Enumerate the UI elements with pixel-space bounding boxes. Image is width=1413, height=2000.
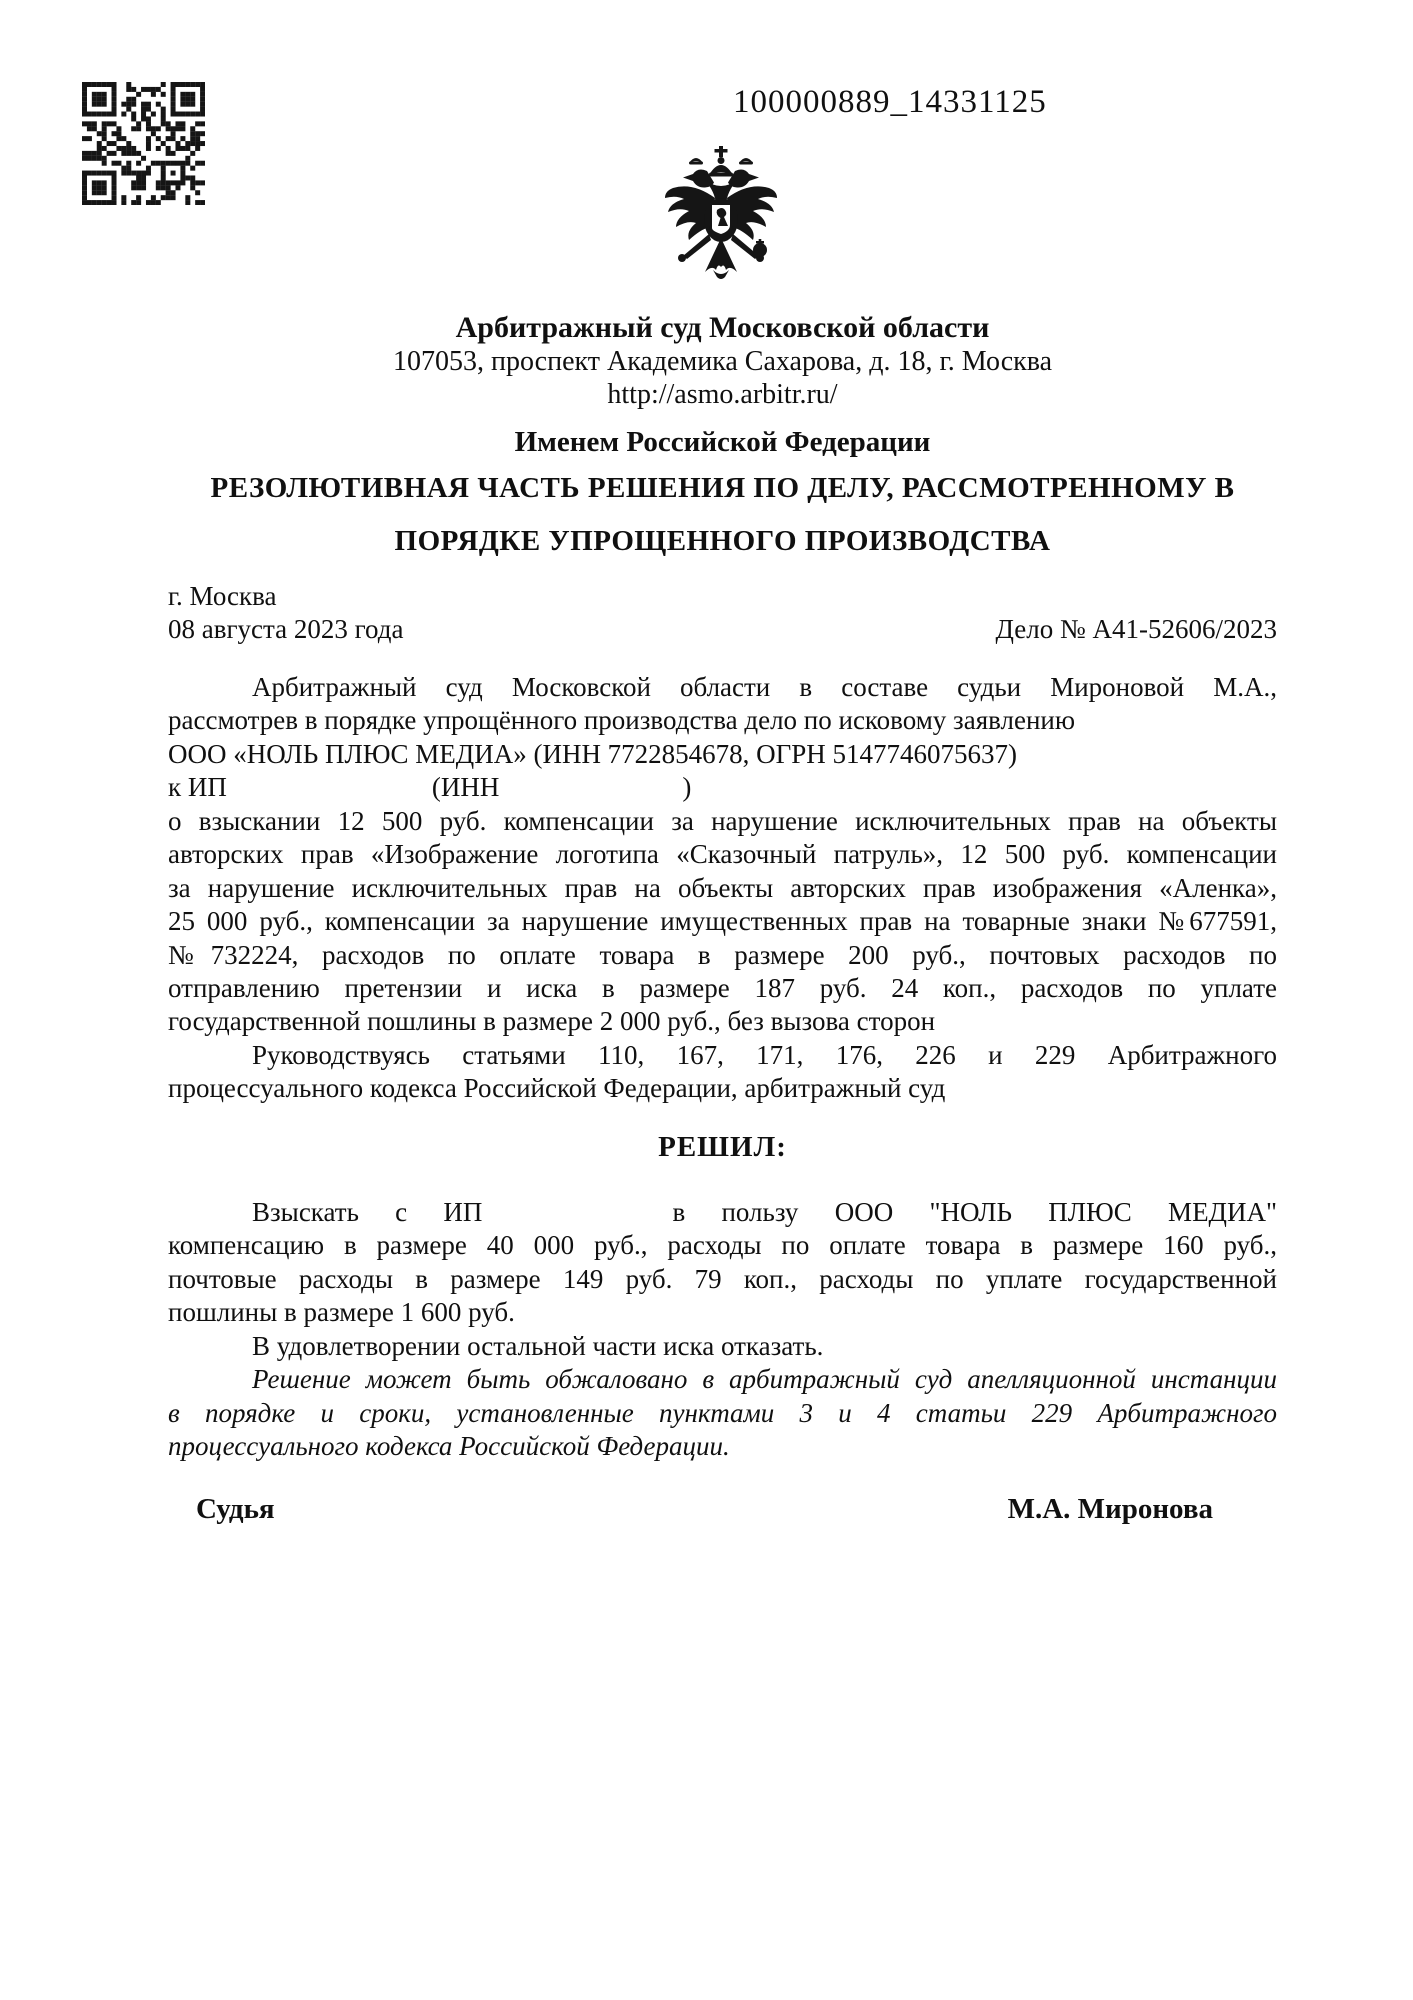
body-line: ООО «НОЛЬ ПЛЮС МЕДИА» (ИНН 7722854678, ОГРН 5147746075637) (168, 738, 1018, 769)
appeal-line: в порядке и сроки, установленные пунктами 3 и 4 статьи 229 Арбитражного (168, 1397, 1277, 1428)
qr-code (82, 82, 205, 205)
court-address: 107053, проспект Академика Сахарова, д. 18, г. Москва (392, 346, 1053, 377)
body-line: авторских прав «Изображение логотипа «Сказочный патруль», 12 500 руб. компенсации (168, 839, 1277, 870)
ruling-line: почтовые расходы в размере 149 руб. 79 коп., расходы по уплате государственной (168, 1263, 1277, 1294)
resolution-title-line-1: РЕЗОЛЮТИВНАЯ ЧАСТЬ РЕШЕНИЯ ПО ДЕЛУ, РАССМОТРЕННОМУ В (210, 472, 1235, 504)
body-line: Руководствуясь статьями 110, 167, 171, 176, 226 и 229 Арбитражного (252, 1039, 1277, 1070)
signature-row (168, 1492, 1277, 1526)
judge-label: Судья (196, 1493, 275, 1525)
city: г. Москва (168, 581, 277, 611)
document-number: 100000889_14331125 (733, 84, 1047, 120)
resolved-heading: РЕШИЛ: (658, 1131, 787, 1163)
body-line: Арбитражный суд Московской области в составе судьи Мироновой М.А., (252, 672, 1277, 702)
ruling-line (168, 1196, 1277, 1229)
ruling-line: пошлины в размере 1 600 руб. (168, 1297, 515, 1328)
ruling-line: В удовлетворении остальной части иска отказать. (252, 1330, 824, 1361)
appeal-line: Решение может быть обжаловано в арбитражный суд апелляционной инстанции (252, 1364, 1277, 1395)
case-number: Дело № А41-52606/2023 (995, 614, 1277, 644)
russia-coat-of-arms-icon (663, 146, 779, 282)
body-line: отправлению претензии и иска в размере 187 руб. 24 коп., расходов по уплате (168, 972, 1277, 1003)
body-line: за нарушение исключительных прав на объекты авторских прав изображения «Аленка», (168, 872, 1277, 903)
resolution-title-line-2: ПОРЯДКЕ УПРОЩЕННОГО ПРОИЗВОДСТВА (394, 525, 1051, 557)
court-website: http://asmo.arbitr.ru/ (607, 379, 838, 410)
body-line: рассмотрев в порядке упрощённого производства дело по исковому заявлению (168, 705, 1076, 736)
ruling-lead: Взыскать с ИП (252, 1197, 483, 1227)
ruling-text (168, 1196, 1277, 1464)
appeal-line: процессуального кодекса Российской Федерации. (168, 1431, 730, 1462)
body-line: 25 000 руб., компенсации за нарушение имущественных прав на товарные знаки №677591, (168, 906, 1277, 937)
in-the-name-heading: Именем Российской Федерации (514, 426, 931, 458)
party-inn-close: ) (682, 772, 692, 803)
party-line (168, 771, 1277, 804)
judge-name: М.А. Миронова (1007, 1493, 1213, 1525)
decision-date: 08 августа 2023 года (168, 614, 404, 644)
body-line: о взыскании 12 500 руб. компенсации за нарушение исключительных прав на объекты (168, 805, 1277, 836)
body-text (168, 671, 1277, 1106)
ruling-line: компенсацию в размере 40 000 руб., расходы по оплате товара в размере 160 руб., (168, 1230, 1277, 1261)
ruling-rest: в пользу ООО "НОЛЬ ПЛЮС МЕДИА" (672, 1197, 1277, 1227)
party-to: к ИП (168, 772, 227, 803)
body-line: №732224, расходов по оплате товара в размере 200 руб., почтовых расходов по (168, 939, 1277, 970)
body-line: государственной пошлины в размере 2 000 руб., без вызова сторон (168, 1006, 936, 1037)
party-inn-open: (ИНН (431, 772, 500, 803)
qr-code-image (82, 82, 205, 205)
court-name: Арбитражный суд Московской области (455, 311, 990, 344)
body-line: процессуального кодекса Российской Федерации, арбитражный суд (168, 1073, 946, 1104)
